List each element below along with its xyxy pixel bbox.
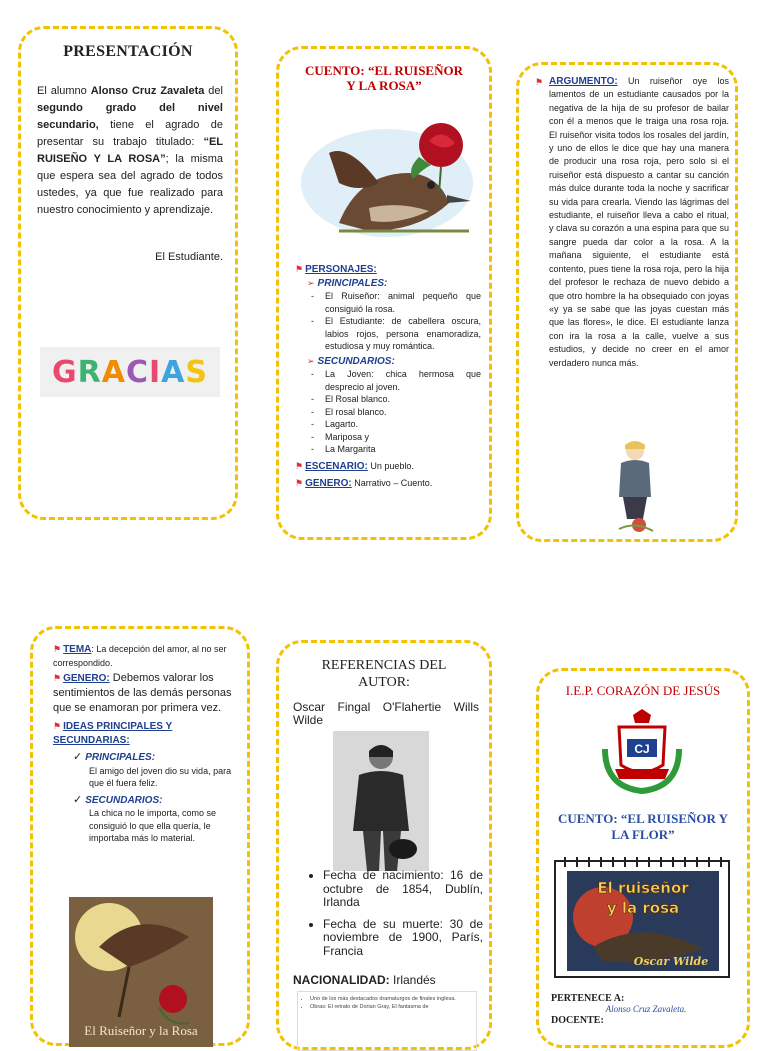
grade-text: segundo grado del nivel secundario, bbox=[37, 102, 223, 131]
pertenece-label: PERTENECE A: bbox=[551, 993, 625, 1004]
gracias-letter: R bbox=[77, 354, 102, 390]
flag-bullet-icon: ⚑ bbox=[295, 264, 304, 274]
argumento-panel bbox=[516, 62, 738, 542]
escenario-value: Un pueblo. bbox=[367, 460, 414, 471]
portada-title: CUENTO: “EL RUISEÑOR Y LA FLOR” bbox=[557, 811, 729, 842]
genero-label: GENERO: bbox=[305, 478, 352, 489]
list-item: - El Rosal blanco. bbox=[325, 393, 481, 406]
mid-text-2: tiene el agrado de presentar su trabajo titulado: bbox=[37, 119, 223, 148]
ideas-heading bbox=[53, 720, 241, 747]
argumento-text: Un ruiseñor oye los lamentos de un estudiante causados por la negativa de la hija de su profesor de bailar con él a menos que le traiga una rosa roja. El ruiseñor visita todos los rosales del jardín, y uno de ellos le dice que hay una manera de producir una rosa roja, pero solo si el ruiseñor está dispuesto a cantar su canción más dulce durante toda la noche y sacrificar su vida para crearla. Viendo las lágrimas del estudiante, el ruiseñor lleva a cabo el ritual, y clava su corazón a una espina para que su sangre pueda dar color a la rosa. A la mañana siguiente, el estudiante está contento, pues tiene la rosa roja, pero la hija del profesor le rechaza de nuevo debido a que otro hombre la ha obsequiado con joyas «y ya se sabe que las joyas cuestan más que las flores», le dice. El estudiante lanza con ira la rosa a la calle, vuelve a sus estudios, y decide no creer en el amor verdadero nunca más. bbox=[549, 76, 729, 368]
gracias-text bbox=[52, 355, 208, 390]
autor-name: Oscar Fingal O'Flahertie Wills Wilde bbox=[293, 700, 479, 727]
principales-heading bbox=[307, 277, 481, 291]
autor-notes-box bbox=[297, 991, 477, 1051]
secundarios-list bbox=[325, 368, 481, 456]
genero-label: GENERO: bbox=[63, 673, 110, 684]
cover-title: El Ruiseñor y la Rosa bbox=[84, 1023, 198, 1038]
flag-bullet-icon: ⚑ bbox=[53, 644, 62, 654]
principales-list bbox=[325, 290, 481, 353]
personajes-label: PERSONAJES: bbox=[305, 264, 377, 275]
tema-value: : La decepción del amor, al no ser correspondido. bbox=[53, 644, 227, 668]
list-item: - La Joven: chica hermosa que desprecio al joven. bbox=[325, 368, 481, 393]
autor-panel bbox=[276, 640, 492, 1050]
genero-line bbox=[53, 671, 241, 716]
portada-panel bbox=[536, 668, 750, 1048]
pertenece-section bbox=[551, 993, 741, 1026]
genero-line bbox=[295, 477, 481, 491]
student-name: Alonso Cruz Zavaleta bbox=[90, 85, 205, 97]
argumento-label: ARGUMENTO: bbox=[549, 76, 618, 87]
book-title-line2: y la rosa bbox=[606, 899, 680, 917]
secundarios-label: SECUNDARIOS: bbox=[317, 355, 395, 367]
personajes-section bbox=[295, 263, 481, 491]
pertenece-value: Alonso Cruz Zavaleta. bbox=[605, 1004, 687, 1014]
list-item: - El Ruiseñor: animal pequeño que consiguió la rosa. bbox=[325, 290, 481, 315]
gracias-letter: S bbox=[185, 354, 208, 390]
list-item: • Uno de los más destacados dramaturgos de finales inglesa. bbox=[310, 995, 472, 1003]
principales-label: PRINCIPALES: bbox=[85, 752, 156, 763]
gracias-letter: A bbox=[101, 354, 126, 390]
flag-bullet-icon: ⚑ bbox=[295, 478, 304, 488]
principales-text: El amigo del joven dio su vida, para que él fuera feliz. bbox=[89, 765, 232, 788]
autor-facts bbox=[293, 869, 483, 966]
list-item: - El Estudiante: de cabellera oscura, labios rojos, persona enamoradiza, estudiosa y muy romántica. bbox=[325, 315, 481, 353]
genero-value: Narrativo – Cuento. bbox=[351, 478, 433, 488]
ideas-label: IDEAS PRINCIPALES Y SECUNDARIAS: bbox=[53, 721, 173, 746]
tema-content bbox=[53, 643, 241, 845]
presentacion-panel bbox=[18, 26, 238, 520]
tema-panel bbox=[30, 626, 250, 1046]
book-author: Oscar Wilde bbox=[633, 955, 709, 968]
gracias-letter: G bbox=[52, 354, 78, 390]
cuento-title: CUENTO: “EL RUISEÑOR Y LA ROSA” bbox=[305, 63, 463, 93]
school-name: I.E.P. CORAZÓN DE JESÚS bbox=[565, 683, 721, 698]
logo-initials: CJ bbox=[634, 742, 650, 756]
checkmark-icon: ✓ bbox=[73, 751, 83, 763]
genero-value: Debemos valorar los sentimientos de las demás personas que se enamoran por primera vez. bbox=[53, 672, 232, 714]
signature: El Estudiante. bbox=[155, 251, 223, 263]
intro-text: El alumno bbox=[37, 85, 91, 97]
cuento-panel bbox=[276, 46, 492, 540]
list-item: - El rosal blanco. bbox=[325, 406, 481, 419]
flag-bullet-icon: ⚑ bbox=[295, 460, 304, 471]
book-cover-illustration bbox=[69, 897, 213, 1047]
list-item: • Fecha de su muerte: 30 de noviembre de 1900, París, Francia bbox=[323, 918, 483, 959]
list-item: - Lagarto. bbox=[325, 418, 481, 431]
secundarios-label: SECUNDARIOS: bbox=[85, 794, 163, 806]
secundarios-text: La chica no le importa, como se consiguió lo que ella quería, le importaba más lo material. bbox=[89, 808, 217, 843]
secundarios-heading bbox=[73, 794, 241, 808]
gracias-letter: C bbox=[125, 354, 149, 390]
school-crest-logo bbox=[599, 709, 685, 793]
flag-bullet-icon: ⚑ bbox=[53, 673, 62, 683]
tema-label: TEMA bbox=[63, 644, 92, 655]
nacionalidad-line bbox=[293, 973, 483, 987]
flag-bullet-icon: ⚑ bbox=[535, 77, 544, 87]
secundarios-heading bbox=[307, 355, 481, 369]
nightingale-rose-illustration bbox=[299, 113, 475, 239]
mid-text-1: del bbox=[204, 85, 223, 97]
gracias-letter: A bbox=[161, 354, 186, 390]
docente-label: DOCENTE: bbox=[551, 1015, 604, 1026]
list-item: - La Margarita bbox=[325, 443, 481, 456]
list-item: - Mariposa y bbox=[325, 431, 481, 444]
principales-heading bbox=[73, 751, 241, 765]
student-figure-illustration bbox=[609, 437, 661, 537]
principales-label: PRINCIPALES: bbox=[317, 277, 388, 289]
book-illustration bbox=[553, 857, 731, 979]
autor-title: REFERENCIAS DEL AUTOR: bbox=[321, 658, 447, 690]
arrow-bullet-icon: ➢ bbox=[307, 277, 315, 288]
personajes-heading bbox=[295, 263, 481, 277]
flag-bullet-icon: ⚑ bbox=[53, 721, 62, 731]
presentacion-paragraph bbox=[37, 83, 223, 219]
argumento-paragraph bbox=[535, 75, 729, 370]
arrow-bullet-icon: ➢ bbox=[307, 355, 315, 366]
gracias-banner bbox=[40, 347, 220, 397]
checkmark-icon: ✓ bbox=[73, 793, 83, 806]
tema-line bbox=[53, 643, 241, 669]
nacionalidad-value: Irlandés bbox=[389, 973, 436, 987]
escenario-line bbox=[295, 460, 481, 474]
work-title: “EL RUISEÑO Y LA ROSA” bbox=[37, 136, 223, 165]
oscar-wilde-portrait bbox=[333, 731, 429, 871]
end-text: ; la misma que espera sea del agrado de todos ustedes, ya que fue realizado para nuestro conocimiento y aprendizaje. bbox=[37, 153, 224, 216]
gracias-letter: I bbox=[148, 354, 162, 390]
presentacion-title: PRESENTACIÓN bbox=[63, 43, 193, 60]
nacionalidad-label: NACIONALIDAD: bbox=[293, 973, 390, 987]
list-item: • Fecha de nacimiento: 16 de octubre de 1854, Dublín, Irlanda bbox=[323, 869, 483, 910]
list-item: • Obras: El retrato de Dorian Gray, El fantasma de bbox=[310, 1003, 472, 1011]
escenario-label: ESCENARIO: bbox=[305, 460, 368, 472]
book-title-line1: El ruiseñor bbox=[597, 879, 689, 897]
